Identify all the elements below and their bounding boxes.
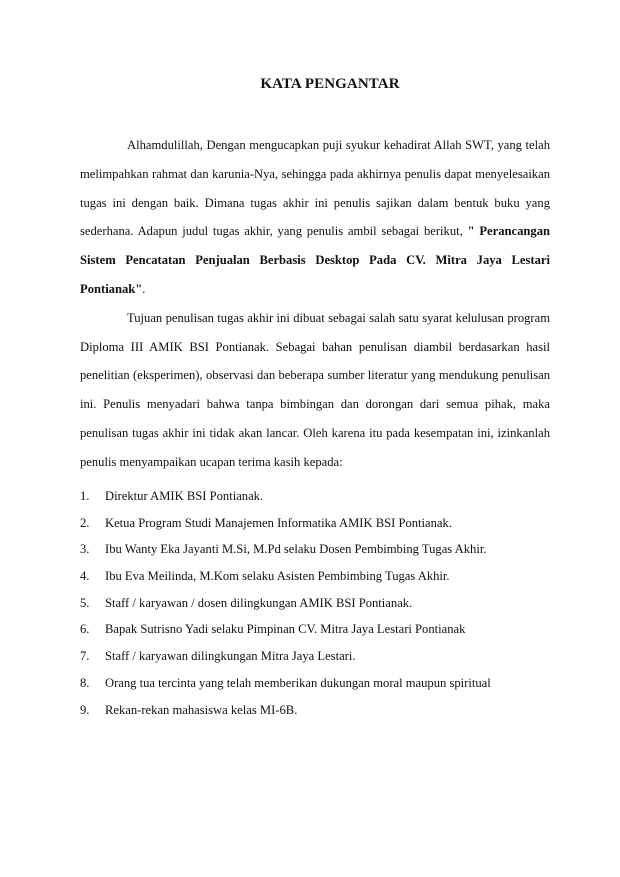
paragraph-opening-text: Alhamdulillah, Dengan mengucapkan puji syukur kehadirat Allah SWT, yang telah melimpahkan rahmat dan karunia-Nya, sehingga pada akhirnya penulis dapat menyelesaikan tugas ini dengan baik. Dimana tugas akhir ini penulis sajikan dalam bentuk buku yang sederhana. Adapun judul tugas akhir, yang penulis ambil sebagai berikut, bbox=[80, 138, 550, 239]
list-item bbox=[80, 536, 560, 563]
list-item bbox=[80, 697, 560, 724]
paragraph-opening-end: . bbox=[142, 281, 146, 296]
list-item bbox=[80, 563, 560, 590]
list-item-number: 1. bbox=[80, 489, 90, 503]
acknowledgement-list bbox=[80, 483, 560, 723]
list-item-text: Orang tua tercinta yang telah memberikan dukungan moral maupun spiritual bbox=[105, 675, 491, 690]
list-item bbox=[80, 590, 560, 617]
list-item-text: Rekan-rekan mahasiswa kelas MI-6B. bbox=[105, 702, 298, 717]
list-item-number: 4. bbox=[80, 569, 90, 584]
list-item-text: Ibu Eva Meilinda, M.Kom selaku Asisten Pembimbing Tugas Akhir. bbox=[105, 569, 450, 584]
list-item-text: Ibu Wanty Eka Jayanti M.Si, M.Pd selaku Dosen Pembimbing Tugas Akhir. bbox=[105, 542, 487, 557]
project-title: " Perancangan Sistem Pencatatan Penjualan Berbasis Desktop Pada CV. Mitra Jaya Lestari Pontianak" bbox=[80, 224, 550, 296]
list-item-number: 2. bbox=[80, 515, 90, 530]
list-item-number: 9. bbox=[80, 702, 90, 717]
list-item-text: Staff / karyawan dilingkungan Mitra Jaya Lestari. bbox=[105, 649, 356, 664]
list-item-text: Direktur AMIK BSI Pontianak. bbox=[105, 489, 264, 503]
list-item-number: 7. bbox=[80, 649, 90, 664]
list-item bbox=[80, 616, 560, 643]
list-item bbox=[80, 670, 560, 697]
list-item bbox=[80, 643, 560, 670]
body-text bbox=[80, 131, 550, 477]
page-title: KATA PENGANTAR bbox=[260, 76, 400, 92]
list-item-number: 8. bbox=[80, 675, 90, 690]
paragraph-opening bbox=[80, 131, 550, 304]
list-item bbox=[80, 510, 560, 537]
list-item-number: 5. bbox=[80, 595, 90, 610]
list-item-number: 6. bbox=[80, 622, 90, 637]
list-item-text: Bapak Sutrisno Yadi selaku Pimpinan CV. Mitra Jaya Lestari Pontianak bbox=[105, 622, 466, 637]
paragraph-purpose: Tujuan penulisan tugas akhir ini dibuat sebagai salah satu syarat kelulusan program Diploma III AMIK BSI Pontianak. Sebagai bahan penulisan diambil berdasarkan hasil penelitian (eksperimen), observasi dan beberapa sumber literatur yang mendukung penulisan ini. Penulis menyadari bahwa tanpa bimbingan dan dorongan dari semua pihak, maka penulisan tugas akhir ini tidak akan lancar. Oleh karena itu pada kesempatan ini, izinkanlah penulis menyampaikan ucapan terima kasih kepada: bbox=[80, 310, 550, 469]
list-item-text: Ketua Program Studi Manajemen Informatika AMIK BSI Pontianak. bbox=[105, 515, 452, 530]
list-item-number: 3. bbox=[80, 542, 90, 557]
list-item-text: Staff / karyawan / dosen dilingkungan AMIK BSI Pontianak. bbox=[105, 595, 413, 610]
list-item bbox=[80, 483, 560, 510]
